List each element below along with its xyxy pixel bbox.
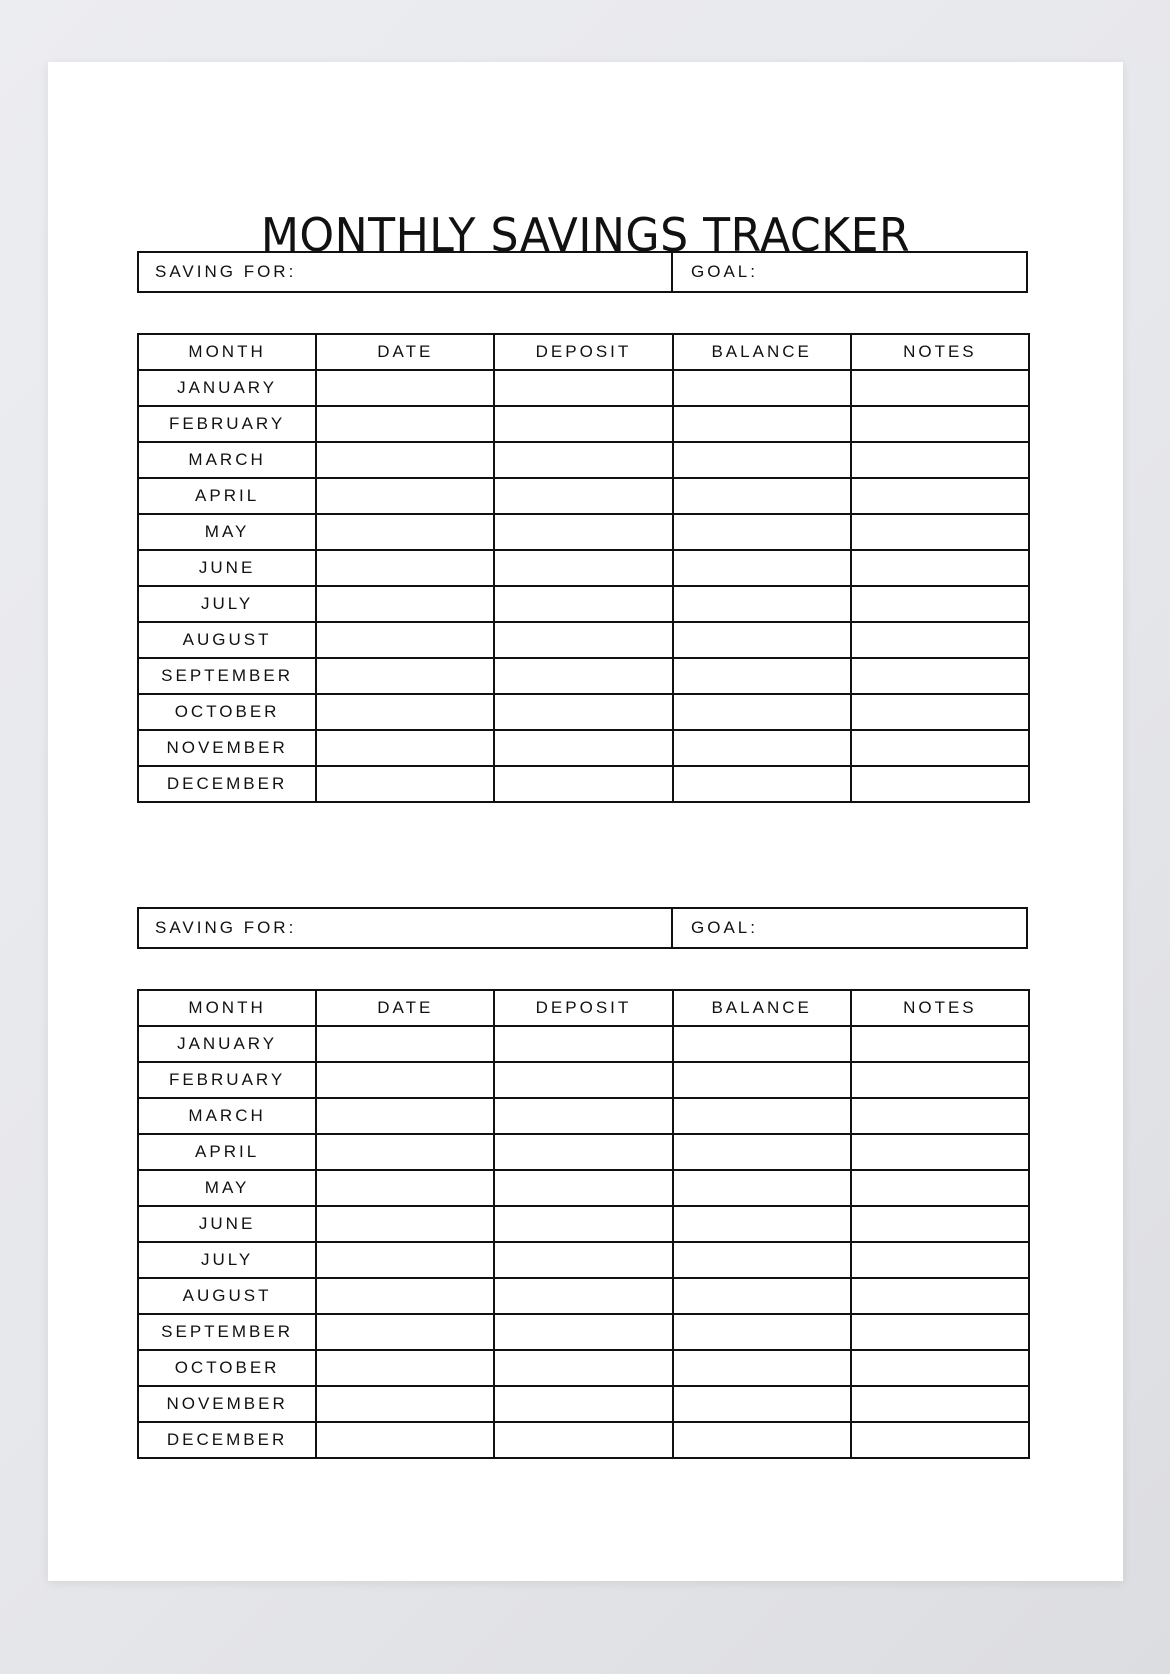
table-row	[138, 478, 1029, 514]
balance-cell[interactable]	[673, 442, 851, 478]
column-header-date: DATE	[316, 334, 494, 370]
notes-cell[interactable]	[851, 406, 1029, 442]
deposit-cell[interactable]	[494, 1242, 672, 1278]
column-header-notes: NOTES	[851, 990, 1029, 1026]
table-row	[138, 1026, 1029, 1062]
column-header-notes: NOTES	[851, 334, 1029, 370]
deposit-cell[interactable]	[494, 766, 672, 802]
notes-cell[interactable]	[851, 1314, 1029, 1350]
date-cell[interactable]	[316, 550, 494, 586]
month-cell: SEPTEMBER	[138, 658, 316, 694]
goal-label: GOAL:	[691, 262, 758, 281]
balance-cell[interactable]	[673, 1422, 851, 1458]
saving-for-field[interactable]	[139, 253, 673, 291]
column-header-deposit: DEPOSIT	[494, 990, 672, 1026]
balance-cell[interactable]	[673, 622, 851, 658]
date-cell[interactable]	[316, 1206, 494, 1242]
table-row	[138, 1242, 1029, 1278]
date-cell[interactable]	[316, 622, 494, 658]
table-row	[138, 586, 1029, 622]
notes-cell[interactable]	[851, 1170, 1029, 1206]
date-cell[interactable]	[316, 1314, 494, 1350]
date-cell[interactable]	[316, 1170, 494, 1206]
month-cell: SEPTEMBER	[138, 1314, 316, 1350]
notes-cell[interactable]	[851, 622, 1029, 658]
column-header-date: DATE	[316, 990, 494, 1026]
table-row	[138, 442, 1029, 478]
balance-cell[interactable]	[673, 514, 851, 550]
deposit-cell[interactable]	[494, 730, 672, 766]
date-cell[interactable]	[316, 730, 494, 766]
month-cell: JANUARY	[138, 1026, 316, 1062]
notes-cell[interactable]	[851, 1422, 1029, 1458]
date-cell[interactable]	[316, 658, 494, 694]
month-cell: JANUARY	[138, 370, 316, 406]
goal-box-2	[137, 907, 1028, 949]
notes-cell[interactable]	[851, 550, 1029, 586]
balance-cell[interactable]	[673, 766, 851, 802]
notes-cell[interactable]	[851, 658, 1029, 694]
goal-label: GOAL:	[691, 918, 758, 937]
notes-cell[interactable]	[851, 1350, 1029, 1386]
table-row	[138, 1206, 1029, 1242]
tracker-sheet	[48, 62, 1123, 1581]
balance-cell[interactable]	[673, 1242, 851, 1278]
deposit-cell[interactable]	[494, 586, 672, 622]
month-cell: NOVEMBER	[138, 1386, 316, 1422]
table-row	[138, 370, 1029, 406]
notes-cell[interactable]	[851, 1242, 1029, 1278]
date-cell[interactable]	[316, 1422, 494, 1458]
balance-cell[interactable]	[673, 370, 851, 406]
saving-for-label: SAVING FOR:	[155, 262, 297, 281]
month-cell: JUNE	[138, 550, 316, 586]
month-cell: FEBRUARY	[138, 406, 316, 442]
deposit-cell[interactable]	[494, 1098, 672, 1134]
notes-cell[interactable]	[851, 1386, 1029, 1422]
balance-cell[interactable]	[673, 586, 851, 622]
deposit-cell[interactable]	[494, 1206, 672, 1242]
date-cell[interactable]	[316, 766, 494, 802]
notes-cell[interactable]	[851, 370, 1029, 406]
date-cell[interactable]	[316, 514, 494, 550]
deposit-cell[interactable]	[494, 1314, 672, 1350]
balance-cell[interactable]	[673, 730, 851, 766]
balance-cell[interactable]	[673, 1314, 851, 1350]
deposit-cell[interactable]	[494, 622, 672, 658]
table-row	[138, 622, 1029, 658]
notes-cell[interactable]	[851, 1278, 1029, 1314]
table-row	[138, 1134, 1029, 1170]
deposit-cell[interactable]	[494, 370, 672, 406]
month-cell: MAY	[138, 514, 316, 550]
column-header-balance: BALANCE	[673, 334, 851, 370]
deposit-cell[interactable]	[494, 442, 672, 478]
month-cell: APRIL	[138, 1134, 316, 1170]
month-cell: AUGUST	[138, 622, 316, 658]
balance-cell[interactable]	[673, 658, 851, 694]
column-header-month: MONTH	[138, 334, 316, 370]
balance-cell[interactable]	[673, 694, 851, 730]
balance-cell[interactable]	[673, 1098, 851, 1134]
deposit-cell[interactable]	[494, 550, 672, 586]
column-header-balance: BALANCE	[673, 990, 851, 1026]
table-row	[138, 658, 1029, 694]
deposit-cell[interactable]	[494, 1386, 672, 1422]
table-row	[138, 514, 1029, 550]
goal-field[interactable]	[673, 909, 1026, 947]
notes-cell[interactable]	[851, 514, 1029, 550]
notes-cell[interactable]	[851, 1134, 1029, 1170]
month-cell: DECEMBER	[138, 766, 316, 802]
month-cell: JUNE	[138, 1206, 316, 1242]
deposit-cell[interactable]	[494, 1278, 672, 1314]
table-row	[138, 406, 1029, 442]
month-cell: AUGUST	[138, 1278, 316, 1314]
deposit-cell[interactable]	[494, 1134, 672, 1170]
date-cell[interactable]	[316, 1098, 494, 1134]
month-cell: MARCH	[138, 1098, 316, 1134]
table-row	[138, 694, 1029, 730]
balance-cell[interactable]	[673, 550, 851, 586]
deposit-cell[interactable]	[494, 658, 672, 694]
table-row	[138, 766, 1029, 802]
notes-cell[interactable]	[851, 586, 1029, 622]
deposit-cell[interactable]	[494, 1170, 672, 1206]
month-cell: JULY	[138, 1242, 316, 1278]
month-cell: OCTOBER	[138, 1350, 316, 1386]
table-row	[138, 730, 1029, 766]
table-row	[138, 1314, 1029, 1350]
month-cell: MARCH	[138, 442, 316, 478]
month-cell: NOVEMBER	[138, 730, 316, 766]
notes-cell[interactable]	[851, 694, 1029, 730]
balance-cell[interactable]	[673, 1278, 851, 1314]
balance-cell[interactable]	[673, 1206, 851, 1242]
table-row	[138, 1386, 1029, 1422]
date-cell[interactable]	[316, 1350, 494, 1386]
table-row	[138, 1422, 1029, 1458]
savings-table-1	[137, 333, 1030, 803]
column-header-deposit: DEPOSIT	[494, 334, 672, 370]
table-row	[138, 1062, 1029, 1098]
deposit-cell[interactable]	[494, 1350, 672, 1386]
notes-cell[interactable]	[851, 766, 1029, 802]
column-header-month: MONTH	[138, 990, 316, 1026]
balance-cell[interactable]	[673, 478, 851, 514]
deposit-cell[interactable]	[494, 694, 672, 730]
date-cell[interactable]	[316, 586, 494, 622]
table-row	[138, 1278, 1029, 1314]
date-cell[interactable]	[316, 694, 494, 730]
notes-cell[interactable]	[851, 1206, 1029, 1242]
balance-cell[interactable]	[673, 1026, 851, 1062]
table-header-row	[138, 334, 1029, 370]
deposit-cell[interactable]	[494, 1422, 672, 1458]
date-cell[interactable]	[316, 1026, 494, 1062]
saving-for-label: SAVING FOR:	[155, 918, 297, 937]
date-cell[interactable]	[316, 442, 494, 478]
date-cell[interactable]	[316, 370, 494, 406]
notes-cell[interactable]	[851, 442, 1029, 478]
table-row	[138, 1098, 1029, 1134]
date-cell[interactable]	[316, 1242, 494, 1278]
deposit-cell[interactable]	[494, 1062, 672, 1098]
date-cell[interactable]	[316, 1386, 494, 1422]
balance-cell[interactable]	[673, 1134, 851, 1170]
goal-box-1	[137, 251, 1028, 293]
month-cell: FEBRUARY	[138, 1062, 316, 1098]
month-cell: DECEMBER	[138, 1422, 316, 1458]
date-cell[interactable]	[316, 406, 494, 442]
date-cell[interactable]	[316, 1134, 494, 1170]
table-row	[138, 1350, 1029, 1386]
table-row	[138, 1170, 1029, 1206]
month-cell: APRIL	[138, 478, 316, 514]
deposit-cell[interactable]	[494, 406, 672, 442]
goal-field[interactable]	[673, 253, 1026, 291]
balance-cell[interactable]	[673, 1350, 851, 1386]
balance-cell[interactable]	[673, 1386, 851, 1422]
date-cell[interactable]	[316, 1278, 494, 1314]
month-cell: MAY	[138, 1170, 316, 1206]
deposit-cell[interactable]	[494, 514, 672, 550]
month-cell: OCTOBER	[138, 694, 316, 730]
date-cell[interactable]	[316, 478, 494, 514]
notes-cell[interactable]	[851, 1062, 1029, 1098]
page-title: MONTHLY SAVINGS TRACKER	[260, 208, 911, 262]
balance-cell[interactable]	[673, 1170, 851, 1206]
notes-cell[interactable]	[851, 730, 1029, 766]
savings-table-2	[137, 989, 1030, 1459]
deposit-cell[interactable]	[494, 1026, 672, 1062]
balance-cell[interactable]	[673, 406, 851, 442]
date-cell[interactable]	[316, 1062, 494, 1098]
month-cell: JULY	[138, 586, 316, 622]
deposit-cell[interactable]	[494, 478, 672, 514]
balance-cell[interactable]	[673, 1062, 851, 1098]
notes-cell[interactable]	[851, 478, 1029, 514]
table-header-row	[138, 990, 1029, 1026]
table-row	[138, 550, 1029, 586]
saving-for-field[interactable]	[139, 909, 673, 947]
notes-cell[interactable]	[851, 1026, 1029, 1062]
notes-cell[interactable]	[851, 1098, 1029, 1134]
